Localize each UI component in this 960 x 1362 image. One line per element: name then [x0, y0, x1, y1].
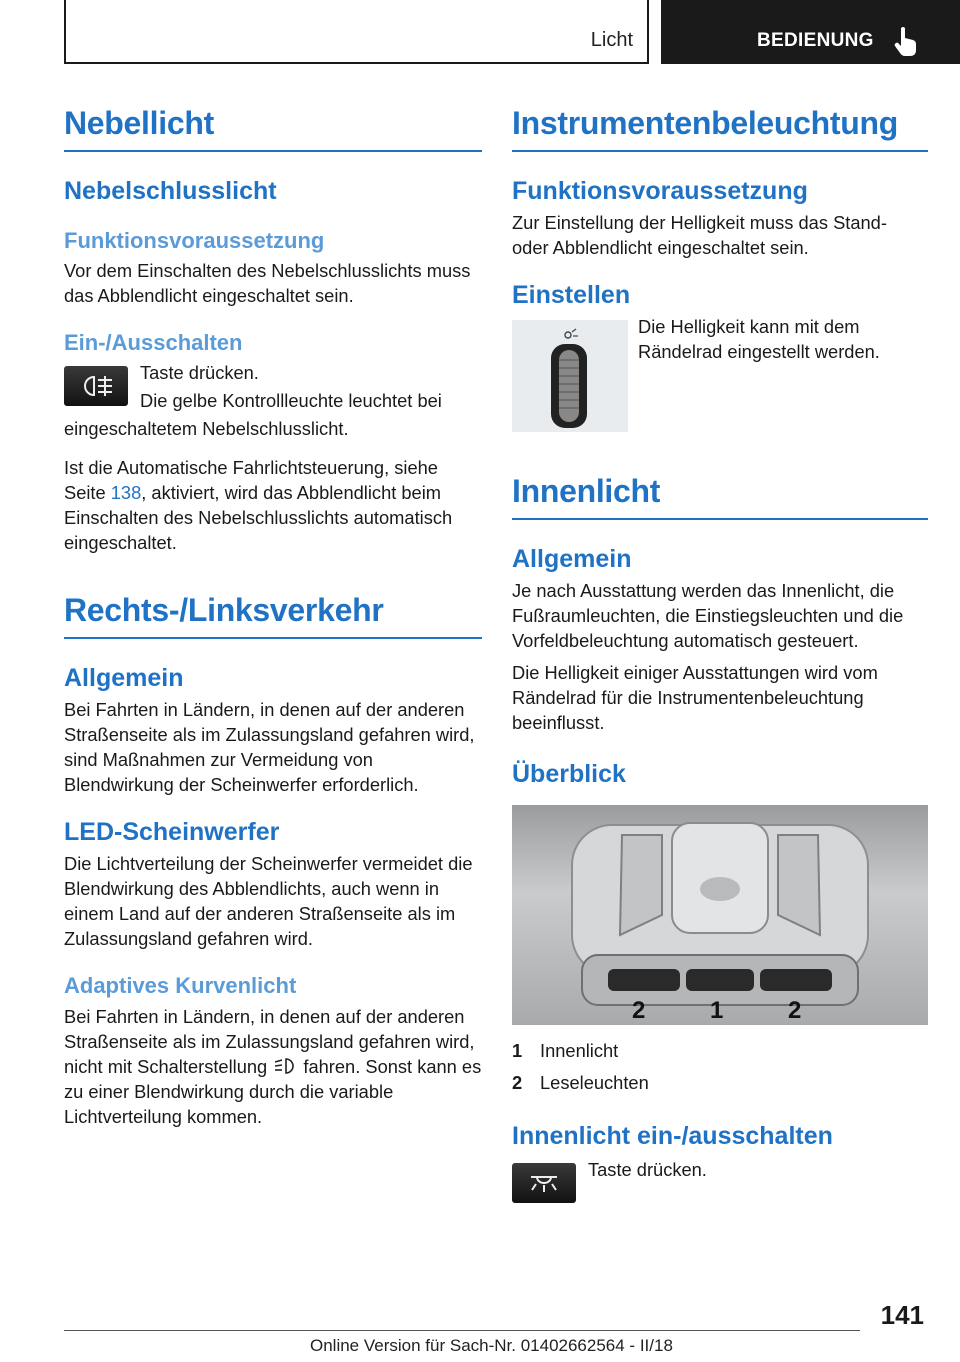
- funktion-paragraph: Vor dem Einschalten des Nebelschlusslichts muss das Abblendlicht eingeschaltet sein.: [64, 259, 471, 306]
- legend-number: 1: [512, 1040, 523, 1062]
- left-column: [64, 96, 482, 1129]
- heading-nebellicht: Nebellicht: [64, 105, 214, 141]
- heading-led-scheinwerfer: LED-Scheinwerfer: [64, 818, 280, 847]
- heading-ueberblick: Überblick: [512, 760, 626, 789]
- overhead-console-illustration: [512, 805, 928, 1025]
- heading-funktionsvoraussetzung: Funktionsvoraussetzung: [512, 177, 808, 206]
- legend-item: [512, 1035, 928, 1067]
- einstellen-text: Die Helligkeit kann mit dem Rändelrad eingestellt werden.: [638, 316, 880, 363]
- header-section-box: [64, 0, 649, 64]
- legend-number: 2: [512, 1072, 523, 1094]
- photo-label-1: 1: [710, 997, 724, 1025]
- allgemein-paragraph-1: Je nach Ausstattung werden das Innenlicht, die Fußraumleuchten, die Einstiegsleuchten und die Vorfeldbeleuchtung automatisch gesteuert.: [512, 580, 904, 652]
- footer-rule: [64, 1330, 860, 1331]
- heading-rechts-linksverkehr: Rechts-/Linksverkehr: [64, 591, 384, 628]
- auto-text-end: , aktiviert, wird das Abblendlicht beim Einschalten des Nebelschlusslichts automatisch eingeschaltet.: [64, 481, 453, 553]
- pointing-hand-icon: [893, 26, 919, 56]
- legend-label: Leseleuchten: [540, 1072, 649, 1094]
- fog-light-button-image: [64, 366, 128, 406]
- adaptiv-text-start: Bei Fahrten in Ländern, in denen auf der anderen Straßenseite als im Zulassungsland gefahren wird, nicht mit Schalterstellung: [64, 1005, 475, 1077]
- heading-rule: [512, 518, 928, 520]
- legend-label: Innenlicht: [540, 1040, 619, 1062]
- page-number: 141: [880, 1300, 924, 1330]
- photo-label-2-right: 2: [788, 997, 802, 1025]
- heading-rule: [512, 150, 928, 152]
- heading-funktionsvoraussetzung: Funktionsvoraussetzung: [64, 228, 325, 254]
- funktion-paragraph: Zur Einstellung der Helligkeit muss das Stand- oder Abblendlicht eingeschaltet sein.: [512, 212, 887, 259]
- legend-list: [512, 1035, 928, 1099]
- heading-allgemein: Allgemein: [512, 545, 632, 574]
- rear-fog-light-icon: [76, 374, 116, 398]
- adaptiv-paragraph: [64, 1004, 482, 1129]
- auto-text-start: Ist die Automatische Fahrlichtsteuerung, siehe Seite: [64, 456, 438, 503]
- heading-innenlicht-ein-ausschalten: Innenlicht ein-/ausschalten: [512, 1122, 833, 1151]
- heading-einstellen: Einstellen: [512, 281, 631, 310]
- heading-rule: [64, 637, 482, 639]
- online-version-note: Online Version für Sach-Nr. 01402662564 - II/18: [310, 1336, 673, 1355]
- kontroll-text-part: Die gelbe Kontrollleuchte leuchtet bei: [140, 389, 442, 411]
- right-column: [512, 96, 928, 1205]
- taste-druecken-text: Taste drücken.: [588, 1159, 707, 1181]
- thumbwheel-icon: [512, 320, 628, 432]
- heading-rule: [64, 150, 482, 152]
- allgemein-paragraph-2: Die Helligkeit einiger Ausstattungen wird vom Rändelrad für die Instrumentenbeleuchtung beeinflusst.: [512, 662, 878, 734]
- heading-ein-ausschalten: Ein-/Ausschalten: [64, 329, 243, 355]
- interior-light-icon: [523, 1171, 565, 1195]
- adaptiv-text-end: fahren. Sonst kann es zu einer Blendwirkung durch die variable Lichtverteilung kommen.: [64, 1055, 482, 1127]
- kontroll-paragraph: eingeschaltetem Nebelschlusslicht.: [64, 417, 349, 439]
- interior-light-button-image: [512, 1163, 576, 1203]
- heading-innenlicht: Innenlicht: [512, 473, 661, 510]
- header-chapter-title: BEDIENUNG: [757, 30, 874, 51]
- taste-druecken-text: Taste drücken.: [140, 361, 259, 383]
- header-section-title: Licht: [590, 29, 633, 51]
- thumbwheel-image: [512, 320, 628, 432]
- headlight-switch-icon: [272, 1056, 298, 1076]
- legend-item: [512, 1067, 928, 1099]
- page-link-138[interactable]: 138: [110, 481, 142, 503]
- heading-nebelschlusslicht: Nebelschlusslicht: [64, 177, 277, 206]
- overhead-console-photo: [512, 805, 928, 1025]
- heading-allgemein: Allgemein: [64, 664, 184, 693]
- heading-adaptives-kurvenlicht: Adaptives Kurvenlicht: [64, 973, 297, 999]
- allgemein-paragraph: Bei Fahrten in Ländern, in denen auf der anderen Straßenseite als im Zulassungsland gefahren wird, sind Maßnahmen zur Vermeidung von Blendwirkung der Scheinwerfer erforderlich.: [64, 699, 475, 796]
- auto-paragraph: [64, 455, 482, 555]
- led-paragraph: Die Lichtverteilung der Scheinwerfer vermeidet die Blendwirkung des Abblendlichts, auch wenn in einem Land auf der anderen Straßenseite als im Zulassungsland gefahren wird.: [64, 853, 473, 950]
- photo-label-2-left: 2: [632, 997, 646, 1025]
- heading-instrumentenbeleuchtung: Instrumentenbeleuchtung: [512, 105, 899, 141]
